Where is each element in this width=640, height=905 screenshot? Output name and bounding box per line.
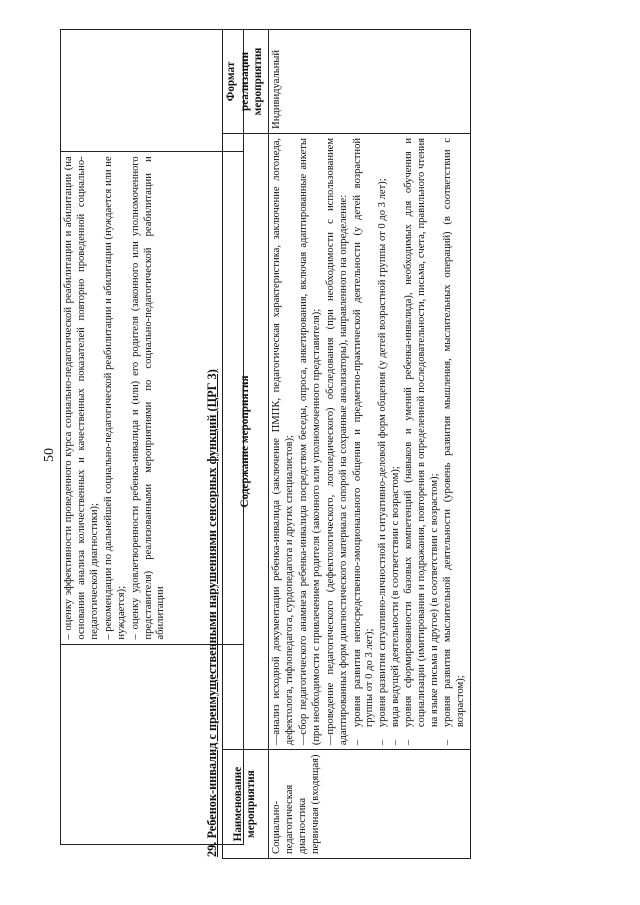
list-item bbox=[390, 138, 403, 745]
list-item-text: уровня развития мыслительной деятельности (уровень развития мышления, мыслительных операций) (в соответствии с возрастом); bbox=[441, 137, 466, 728]
content-paragraph: —проведение педагогического (дефектологического, логопедического) обследования (при необходимости с использованием адаптированных форм диагностического материала с опорой на сохранные анализаторы), направленного на определение: bbox=[324, 137, 349, 746]
dash-marker: – bbox=[441, 739, 453, 746]
measure-content-cell bbox=[268, 133, 470, 749]
measure-name-cell: Социально-педагогическая диагностика первичная (входящая) bbox=[268, 750, 470, 859]
section-title: 29. Ребенок-инвалид с преимущественными нарушениями сенсорных функций (ЦРГ 3) bbox=[205, 369, 219, 857]
measure-format-cell: Индивидуальный bbox=[268, 30, 470, 134]
list-item: – оценку удовлетворенности ребенка-инвалида и (или) его родителя (законного или уполномоченного представителя) реализованными мероприятиями по социально-педагогической реабилитации и абилитации bbox=[129, 156, 167, 640]
page-number: 50 bbox=[42, 448, 57, 462]
header-content: Содержание мероприятия bbox=[223, 133, 269, 749]
list-item bbox=[352, 138, 378, 745]
empty-format-cell bbox=[61, 30, 244, 152]
content-paragraph: —сбор педагогического анамнеза ребенка-инвалида посредством беседы, опроса, анкетирования, включая адаптированные анкеты (при необходимости с привлечением родителя (законного или уполномоченного представителя); bbox=[297, 137, 322, 746]
dash-marker: – bbox=[390, 739, 402, 746]
list-item-text: уровня развития непосредственно-эмоционального общения и предметно-практической деятельности (у детей возрастной группы от 0 до 3 лет); bbox=[351, 137, 376, 728]
dash-marker: – bbox=[403, 739, 415, 746]
list-item-text: уровня сформированности базовых компетенций (навыков и умений ребенка-инвалида), необходимых для обучения и социализации (имитирования и подражания, повторения в определенной последовательности, письма, счета, правильного чтения на языке письма и другое) (в соответствии с возрастом); bbox=[403, 137, 441, 728]
content-paragraph: —анализ исходной документации ребенка-инвалида (заключение ПМПК, педагогическая характеристика, заключение логопеда, дефектолога, тифлопедагога, сурдопедагога и других специалистов); bbox=[270, 137, 295, 746]
table-row bbox=[268, 30, 470, 859]
header-format: Формат реализации мероприятия bbox=[223, 30, 269, 134]
list-item-text: вида ведущей деятельности (в соответствии с возрастом); bbox=[390, 466, 402, 728]
dash-marker: – bbox=[377, 739, 389, 746]
list-item: – оценку эффективности проведенного курса социально-педагогической реабилитации и абилитации (на основании анализа количественных и качественных показателей повторно проведенной социально-педагогической диагностики); bbox=[63, 156, 100, 640]
list-item bbox=[377, 138, 390, 745]
dash-marker: – bbox=[351, 739, 363, 746]
list-item bbox=[442, 138, 468, 745]
measures-table bbox=[222, 29, 471, 859]
list-item bbox=[403, 138, 442, 745]
list-item-text: уровня развития ситуативно-личностной и ситуативно-деловой форм общения (у детей возрастной группы от 0 до 3 лет); bbox=[377, 178, 389, 728]
header-name: Наименование мероприятия bbox=[223, 750, 269, 859]
table-header-row bbox=[223, 30, 269, 859]
list-item: – рекомендации по дальнейшей социально-педагогической реабилитации и абилитации (нуждается или не нуждается); bbox=[102, 156, 127, 640]
